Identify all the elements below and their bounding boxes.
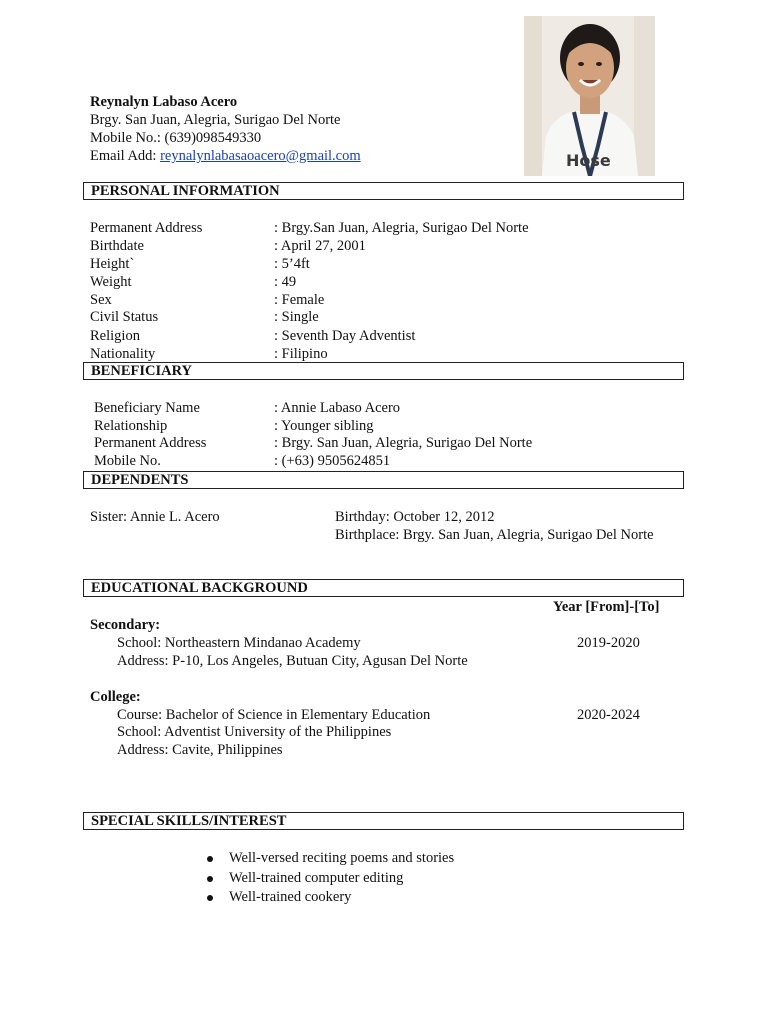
college-school: School: Adventist University of the Philippines: [117, 724, 392, 740]
section-personal-title: PERSONAL INFORMATION: [91, 183, 280, 199]
personal-value: : Female: [274, 292, 325, 308]
secondary-label: Secondary:: [90, 617, 161, 633]
section-personal-information: [83, 182, 684, 200]
college-label: College:: [90, 689, 141, 705]
beneficiary-value: : Annie Labaso Acero: [274, 400, 401, 416]
beneficiary-label: Relationship: [94, 418, 168, 434]
dependent-birthplace: Birthplace: Brgy. San Juan, Alegria, Surigao Del Norte: [335, 527, 654, 543]
section-special-skills: [83, 812, 684, 830]
beneficiary-label: Beneficiary Name: [94, 400, 200, 416]
section-dependents: [83, 471, 684, 489]
beneficiary-value: : Brgy. San Juan, Alegria, Surigao Del Norte: [274, 435, 533, 451]
applicant-name: Reynalyn Labaso Acero: [90, 94, 238, 110]
personal-value: : Brgy.San Juan, Alegria, Surigao Del Norte: [274, 220, 529, 236]
beneficiary-value: : (+63) 9505624851: [274, 453, 391, 469]
secondary-years: 2019-2020: [577, 635, 640, 651]
section-beneficiary-title: BENEFICIARY: [91, 363, 193, 379]
skill-item: Well-trained computer editing: [207, 869, 454, 889]
dependent-sister: Sister: Annie L. Acero: [90, 509, 220, 525]
beneficiary-label: Mobile No.: [94, 453, 161, 469]
beneficiary-value: : Younger sibling: [274, 418, 374, 434]
college-course: Course: Bachelor of Science in Elementary Education: [117, 707, 431, 723]
section-dependents-title: DEPENDENTS: [91, 472, 189, 488]
applicant-address: Brgy. San Juan, Alegria, Surigao Del Norte: [90, 112, 341, 128]
applicant-photo: [524, 16, 655, 176]
personal-label: Weight: [90, 274, 132, 290]
education-year-header: Year [From]-[To]: [553, 599, 660, 615]
personal-value: : 49: [274, 274, 297, 290]
college-address: Address: Cavite, Philippines: [117, 742, 283, 758]
personal-label: Religion: [90, 328, 140, 344]
section-education-title: EDUCATIONAL BACKGROUND: [91, 580, 308, 596]
section-beneficiary: [83, 362, 684, 380]
email-label: Email Add:: [90, 148, 161, 164]
skill-item: Well-versed reciting poems and stories: [207, 849, 454, 869]
secondary-address: Address: P-10, Los Angeles, Butuan City, Agusan Del Norte: [117, 653, 468, 669]
college-years: 2020-2024: [577, 707, 640, 723]
applicant-mobile: Mobile No.: (639)098549330: [90, 130, 262, 146]
skill-item: Well-trained cookery: [207, 888, 454, 908]
skills-list: [207, 849, 454, 908]
applicant-email-line: [90, 147, 361, 165]
photo-portrait-drawing: [524, 16, 655, 176]
personal-label: Nationality: [90, 346, 156, 362]
section-skills-title: SPECIAL SKILLS/INTEREST: [91, 813, 287, 829]
personal-label: Birthdate: [90, 238, 144, 254]
section-educational-background: [83, 579, 684, 597]
secondary-school: School: Northeastern Mindanao Academy: [117, 635, 361, 651]
personal-value: : April 27, 2001: [274, 238, 366, 254]
dependent-birthday: Birthday: October 12, 2012: [335, 509, 495, 525]
svg-text:Hose: Hose: [566, 151, 611, 170]
personal-value: : Single: [274, 309, 319, 325]
personal-label: Height`: [90, 256, 135, 272]
personal-value: : Filipino: [274, 346, 328, 362]
personal-value: : Seventh Day Adventist: [274, 328, 416, 344]
personal-value: : 5’4ft: [274, 256, 310, 272]
personal-label: Permanent Address: [90, 220, 203, 236]
email-link[interactable]: reynalynlabasaoacero@gmail.com: [160, 148, 361, 164]
personal-label: Civil Status: [90, 309, 159, 325]
beneficiary-label: Permanent Address: [94, 435, 207, 451]
personal-label: Sex: [90, 292, 112, 308]
